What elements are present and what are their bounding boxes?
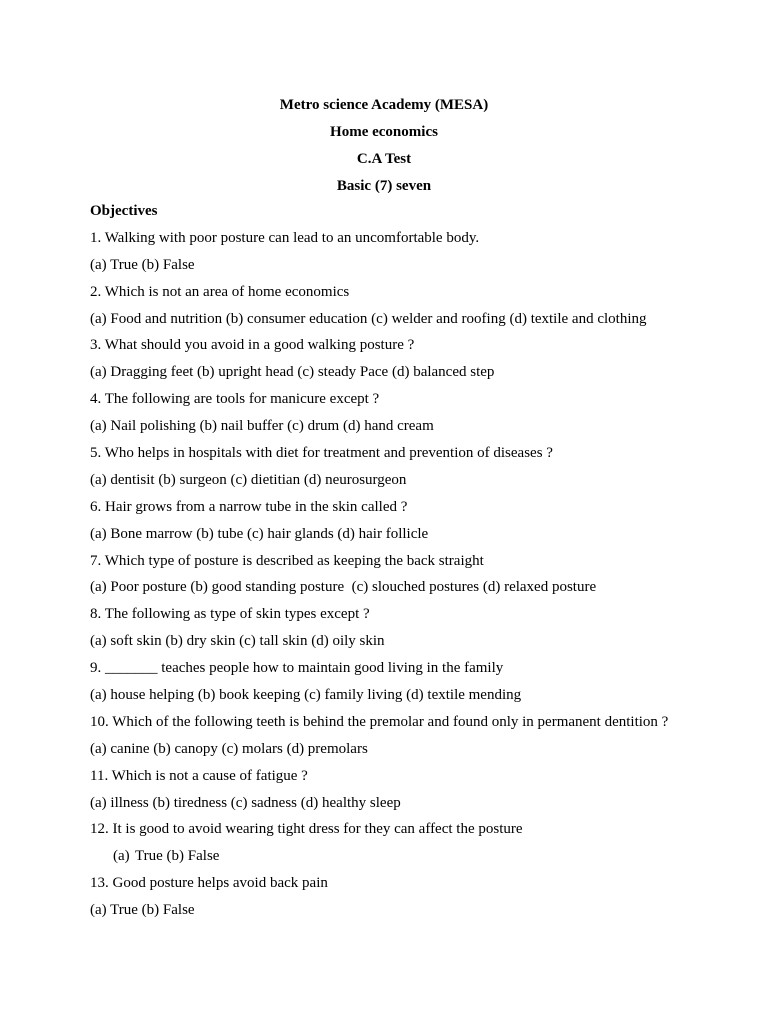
question-1: 1. Walking with poor posture can lead to an uncomfortable body. <box>90 229 480 246</box>
options-12 <box>90 843 750 870</box>
question-4: 4. The following are tools for manicure except ? <box>90 391 380 408</box>
options-3: (a) Dragging feet (b) upright head (c) steady Pace (d) balanced step <box>90 364 495 381</box>
options-10: (a) canine (b) canopy (c) molars (d) premolars <box>90 740 368 757</box>
question-10: 10. Which of the following teeth is behind the premolar and found only in permanent dentition ? <box>90 713 669 730</box>
question-8: 8. The following as type of skin types except ? <box>90 606 370 623</box>
section-title: Objectives <box>90 203 158 219</box>
options-12-text: True (b) False <box>135 848 220 865</box>
school-name: Metro science Academy (MESA) <box>279 97 489 113</box>
options-8: (a) soft skin (b) dry skin (c) tall skin (d) oily skin <box>90 633 385 650</box>
options-2: (a) Food and nutrition (b) consumer education (c) welder and roofing (d) textile and clothing <box>90 310 647 327</box>
document-body <box>90 198 750 924</box>
question-12: 12. It is good to avoid wearing tight dress for they can affect the posture <box>90 821 523 838</box>
options-9: (a) house helping (b) book keeping (c) family living (d) textile mending <box>90 687 522 704</box>
options-6: (a) Bone marrow (b) tube (c) hair glands (d) hair follicle <box>90 525 429 542</box>
question-5: 5. Who helps in hospitals with diet for treatment and prevention of diseases ? <box>90 445 553 462</box>
options-12-letter: (a) <box>113 848 130 865</box>
question-13: 13. Good posture helps avoid back pain <box>90 875 328 892</box>
question-7: 7. Which type of posture is described as keeping the back straight <box>90 552 484 569</box>
options-11: (a) illness (b) tiredness (c) sadness (d) healthy sleep <box>90 794 401 811</box>
subject-title: Home economics <box>330 124 438 140</box>
question-3: 3. What should you avoid in a good walking posture ? <box>90 337 415 354</box>
question-9: 9. _______ teaches people how to maintain good living in the family <box>90 660 504 677</box>
question-11: 11. Which is not a cause of fatigue ? <box>90 767 308 784</box>
question-2: 2. Which is not an area of home economics <box>90 283 350 300</box>
question-6: 6. Hair grows from a narrow tube in the skin called ? <box>90 498 408 515</box>
class-title: Basic (7) seven <box>336 178 432 194</box>
options-13: (a) True (b) False <box>90 902 195 919</box>
options-1: (a) True (b) False <box>90 256 195 273</box>
options-5: (a) dentisit (b) surgeon (c) dietitian (d) neurosurgeon <box>90 471 407 488</box>
test-title: C.A Test <box>356 151 412 167</box>
document-header <box>0 92 768 200</box>
options-4: (a) Nail polishing (b) nail buffer (c) drum (d) hand cream <box>90 418 434 435</box>
options-7: (a) Poor posture (b) good standing posture (c) slouched postures (d) relaxed posture <box>90 579 597 596</box>
